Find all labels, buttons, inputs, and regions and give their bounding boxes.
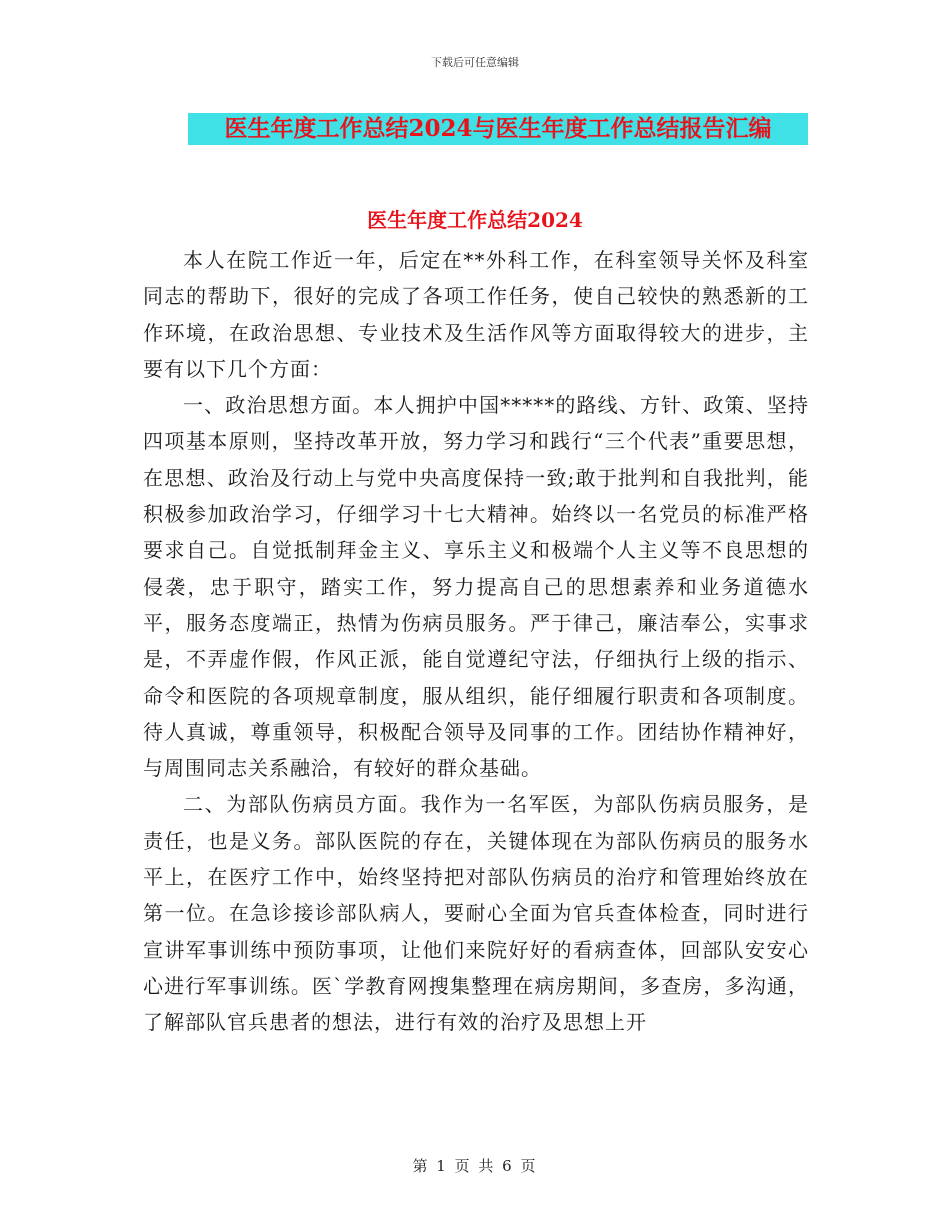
page-number: 第 1 页 共 6 页 — [412, 1157, 538, 1175]
document-body — [143, 222, 809, 1041]
paragraph-political: 一、政治思想方面。本人拥护中国*****的路线、方针、政策、坚持四项基本原则，坚持改革开放，努力学习和践行“三个代表”重要思想，在思想、政治及行动上与党中央高度保持一致;敢于批判和自我批判，能积极参加政治学习，仔细学习十七大精神。始终以一名党员的标准严格要求自己。自觉抵制拜金主义、享乐主义和极端个人主义等不良思想的侵袭，忠于职守，踏实工作，努力提高自己的思想素养和业务道德水平，服务态度端正，热情为伤病员服务。严于律己，廉洁奉公，实事求是，不弄虚作假，作风正派，能自觉遵纪守法，仔细执行上级的指示、命令和医院的各项规章制度，服从组织，能仔细履行职责和各项制度。待人真诚，尊重领导，积极配合领导及同事的工作。团结协作精神好，与周围同志关系融洽，有较好的群众基础。 — [143, 393, 809, 781]
paragraph-troops: 二、为部队伤病员方面。我作为一名军医，为部队伤病员服务，是责任，也是义务。部队医院的存在，关键体现在为部队伤病员的服务水平上，在医疗工作中，始终坚持把对部队伤病员的治疗和管理始终放在第一位。在急诊接诊部队病人，要耐心全面为官兵查体检查，同时进行宣讲军事训练中预防事项，让他们来院好好的看病查体，回部队安安心心进行军事训练。医`学教育网搜集整理在病房期间，多查房，多沟通，了解部队官兵患者的想法，进行有效的治疗及思想上开 — [143, 792, 809, 1035]
document-title: 医生年度工作总结2024与医生年度工作总结报告汇编 — [224, 115, 772, 142]
page-header-note: 下载后可任意编辑 — [431, 56, 519, 69]
paragraph-intro: 本人在院工作近一年，后定在**外科工作，在科室领导关怀及科室同志的帮助下，很好的完成了各项工作任务，使自己较快的熟悉新的工作环境，在政治思想、专业技术及生活作风等方面取得较大的进步，主要有以下几个方面： — [143, 248, 809, 381]
section-title: 医生年度工作总结2024 — [367, 208, 583, 232]
